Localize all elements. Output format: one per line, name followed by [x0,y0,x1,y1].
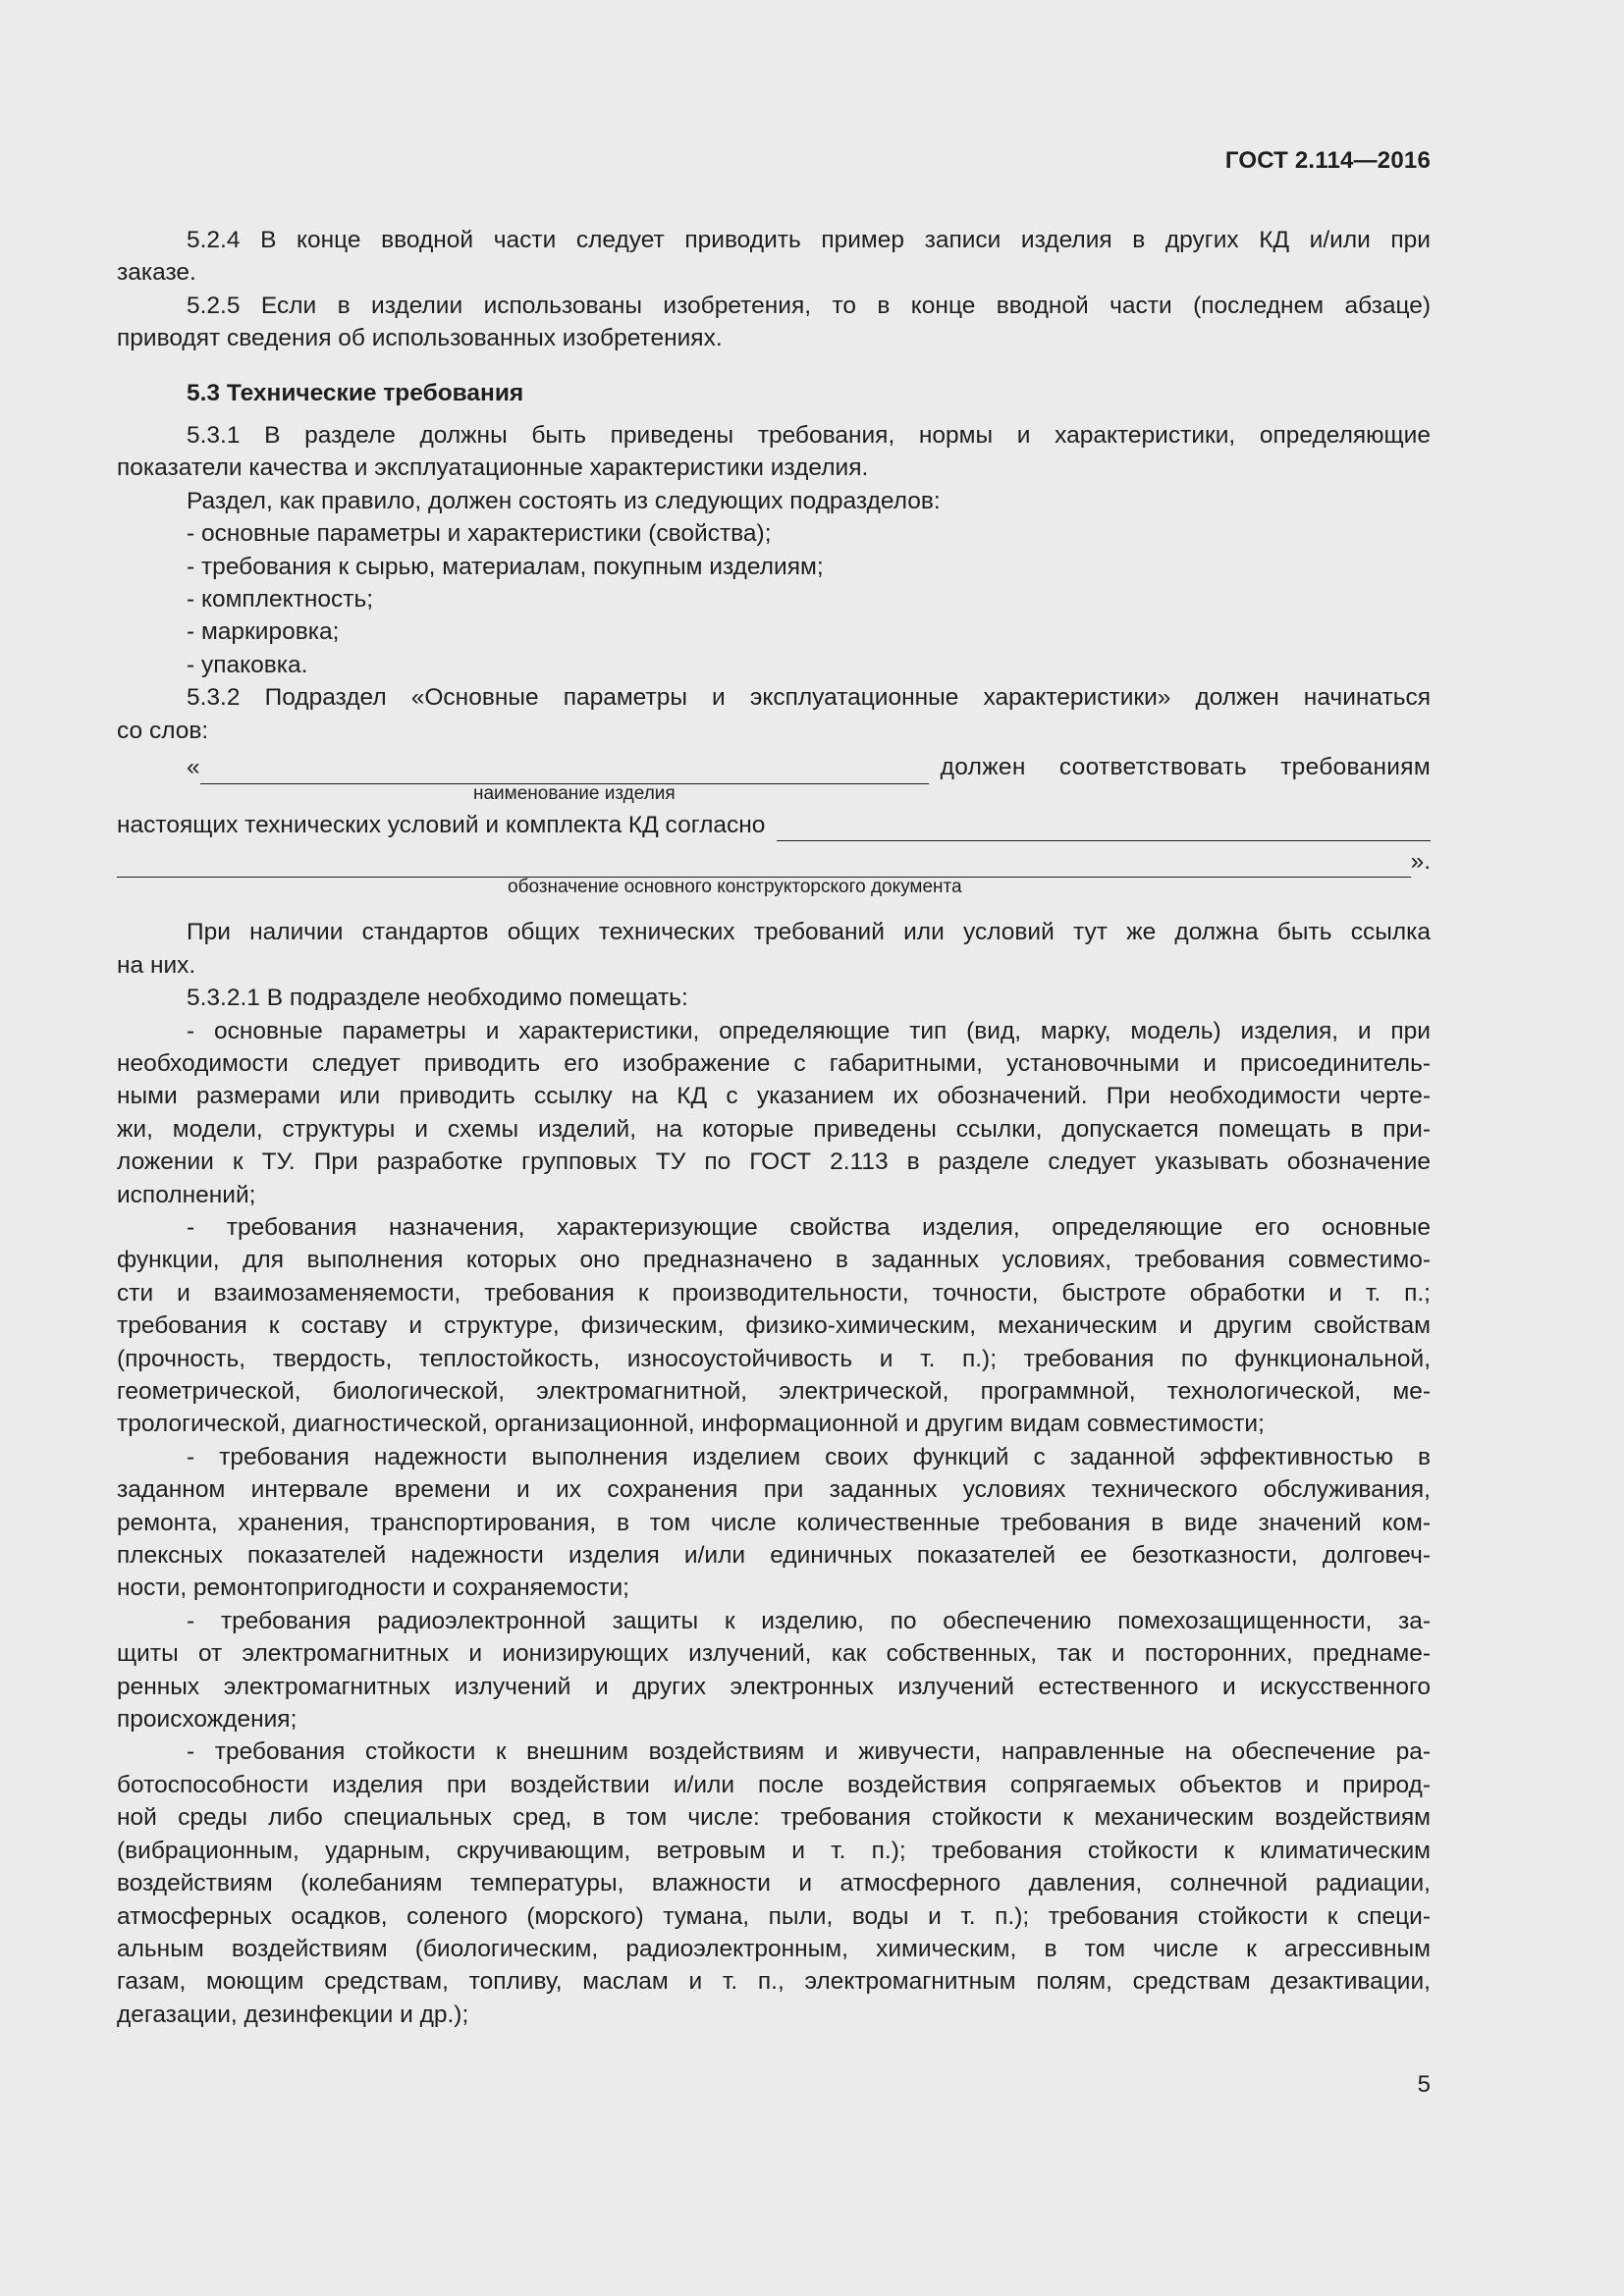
form-line-3 [117,845,1431,878]
paragraph-line: - требования назначения, характеризующие свойства изделия, определяющие его основные [187,1213,1431,1241]
paragraph-line: дегазации, дезинфекции и др.); [117,2001,469,2028]
blank-document-designation-part2 [117,851,1411,878]
paragraph-line: показатели качества и эксплуатационные характеристики изделия. [117,454,869,482]
paragraph-line: заданном интервале времени и их сохранения при заданных условиях технического обслуживания, [117,1476,1431,1504]
requirement-item [117,1211,1431,1441]
paragraph-line: атмосферных осадков, соленого (морского) тумана, пыли, воды и т. п.); требования стойкости к специ- [117,1902,1431,1930]
paragraph-line: функции, для выполнения которых оно предназначено в заданных условиях, требования совместимо- [117,1247,1431,1274]
blank-product-name [200,758,929,784]
paragraph-line: При наличии стандартов общих технических требований или условий тут же должна быть ссылка [187,919,1431,946]
paragraph-line: альным воздействиям (биологическим, радиоэлектронным, химическим, в том числе к агрессивным [117,1935,1431,1962]
caption-product-name: наименование изделия [473,782,676,804]
requirement-item [117,1441,1431,1605]
paragraph-line: со слов: [117,717,209,744]
paragraph-line: заказе. [117,259,196,287]
paragraph-line: 5.2.5 Если в изделии использованы изобретения, то в конце вводной части (последнем абзаце) [187,292,1431,319]
requirements-list [117,1015,1431,2032]
list-item: - маркировка; [187,618,340,646]
form-line-1 [117,751,1431,783]
paragraph-line: ренных электромагнитных излучений и других электронных излучений естественного и искусственного [117,1673,1431,1700]
list-item: - основные параметры и характеристики (свойства); [187,520,772,548]
paragraph-line: - требования надежности выполнения изделием своих функций с заданной эффективностью в [187,1443,1431,1470]
paragraph-line: (вибрационным, ударным, скручивающим, ветровым и т. п.); требования стойкости к климатическим [117,1837,1431,1864]
requirement-item [117,1605,1431,1736]
paragraph-line: исполнений; [117,1181,256,1208]
paragraph-line: приводят сведения об использованных изобретениях. [117,325,723,352]
open-quote: « [187,754,200,781]
paragraph-line: - основные параметры и характеристики, определяющие тип (вид, марку, модель) изделия, и при [187,1017,1431,1044]
paragraph-line: 5.3.1 В разделе должны быть приведены требования, нормы и характеристики, определяющие [187,422,1431,450]
paragraph-line: ботоспособности изделия при воздействии и/или после воздействия сопрягаемых объектов и природ- [117,1771,1431,1798]
paragraph-line: 5.2.4 В конце вводной части следует приводить пример записи изделия в других КД и/или при [187,227,1431,253]
paragraph-line: сти и взаимозаменяемости, требования к производительности, точности, быстроте обработки и т. п.; [117,1279,1431,1307]
paragraph-line: 5.3.2 Подраздел «Основные параметры и эксплуатационные характеристики» должен начинаться [187,684,1431,712]
paragraph-line: ной среды либо специальных сред, в том числе: требования стойкости к механическим воздействиям [117,1804,1431,1832]
requirement-item [117,1735,1431,2031]
page-number: 5 [1417,2071,1431,2098]
blank-document-designation-part1 [777,815,1431,841]
paragraph-5-3-2-1: 5.3.2.1 В подразделе необходимо помещать: [187,985,688,1012]
document-code-header: ГОСТ 2.114—2016 [1224,147,1431,174]
paragraph-line: щиты от электромагнитных и ионизирующих излучений, как собственных, так и посторонних, преднаме- [117,1640,1431,1668]
paragraph-line: на них. [117,951,196,979]
form-template [117,751,1431,898]
paragraph-line: ными размерами или приводить ссылку на КД с указанием их обозначений. При необходимости черте- [117,1083,1431,1110]
paragraph-line: происхождения; [117,1706,298,1734]
document-body [117,224,1431,2031]
paragraph-line: ремонта, хранения, транспортирования, в том числе количественные требования в виде значений ком- [117,1509,1431,1536]
close-quote: ». [1410,847,1431,875]
section-heading-5-3: 5.3 Технические требования [187,379,524,406]
paragraph-line: газам, моющим средствам, топливу, маслам и т. п., электромагнитным полям, средствам дезактивации, [117,1968,1431,1996]
paragraph-standards [117,916,1431,982]
form-text-requirement: должен соответствовать требованиям [940,754,1431,781]
paragraph-5-2-5 [117,290,1431,355]
subsections-list [117,517,1431,681]
paragraph-line: жи, модели, структуры и схемы изделий, на которые приведены ссылки, допускается помещать в при- [117,1115,1431,1143]
form-text-conditions: настоящих технических условий и комплекта КД согласно [117,811,766,838]
list-item: - комплектность; [187,586,374,614]
paragraph-5-3-1 [117,419,1431,485]
paragraph-line: (прочность, твердость, теплостойкость, износоустойчивость и т. п.); требования по функциональной, [117,1345,1431,1372]
paragraph-line: трологической, диагностической, организационной, информационной и другим видам совместимости; [117,1411,1265,1438]
list-item: - требования к сырью, материалам, покупным изделиям; [187,553,824,580]
caption-document-designation: обозначение основного конструкторского документа [508,877,962,898]
paragraph-line: - требования радиоэлектронной защиты к изделию, по обеспечению помехозащищенности, за- [187,1607,1431,1634]
paragraph-line: геометрической, биологической, электромагнитной, электрической, программной, технологической, ме- [117,1378,1431,1405]
paragraph-5-2-4 [117,224,1431,290]
paragraph-line: ложении к ТУ. При разработке групповых ТУ по ГОСТ 2.113 в разделе следует указывать обозначение [117,1148,1431,1176]
subsections-intro: Раздел, как правило, должен состоять из следующих подразделов: [187,487,941,514]
paragraph-line: требования к составу и структуре, физическим, физико-химическим, механическим и другим свойствам [117,1312,1431,1340]
list-item: - упаковка. [187,651,308,678]
requirement-item [117,1015,1431,1211]
paragraph-line: воздействиям (колебаниям температуры, влажности и атмосферного давления, солнечной радиации, [117,1870,1431,1897]
paragraph-line: необходимости следует приводить его изображение с габаритными, установочными и присоединитель- [117,1049,1431,1077]
paragraph-line: - требования стойкости к внешним воздействиям и живучести, направленные на обеспечение ра- [187,1738,1431,1766]
paragraph-5-3-2 [117,681,1431,747]
form-line-2 [117,809,1431,841]
paragraph-line: ности, ремонтопригодности и сохраняемости; [117,1575,629,1602]
spacer [117,898,1431,916]
paragraph-line: плексных показателей надежности изделия и/или единичных показателей ее безотказности, долговеч- [117,1542,1431,1570]
